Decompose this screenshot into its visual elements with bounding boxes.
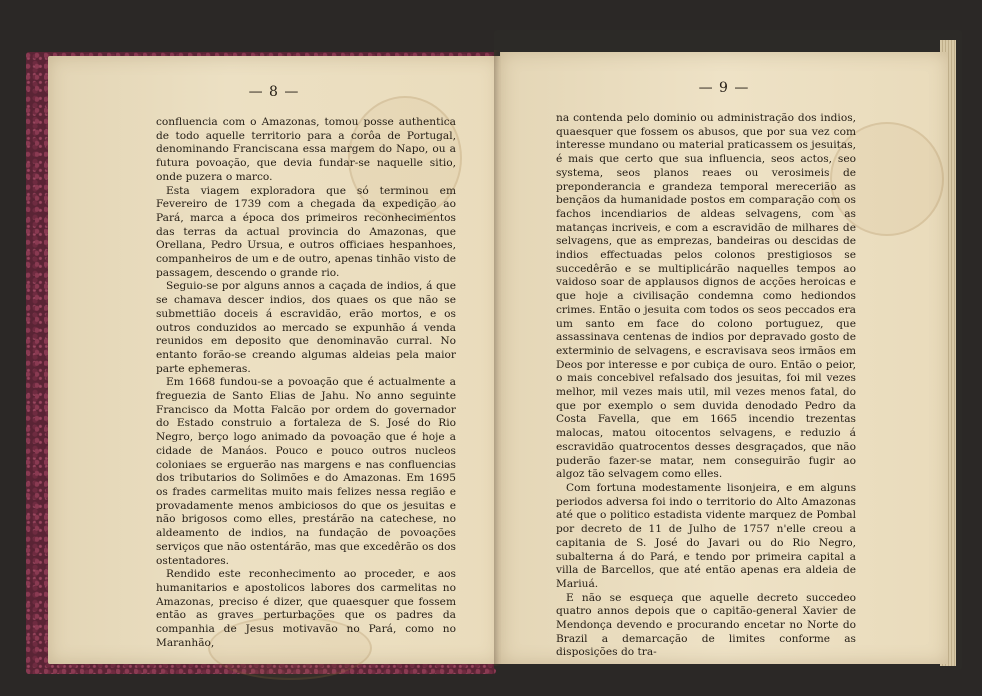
text-column bbox=[556, 112, 856, 660]
page-number: — 8 — bbox=[248, 84, 300, 100]
paragraph: Rendido este reconhecimento ao proceder, e aos humanitarios e apostolicos labores dos carmelitas no Amazonas, preciso é dizer, que quaesquer que fossem então as graves perturbações que os padres da companhia de Jesus motivavão no Pará, como no Maranhão, bbox=[156, 568, 456, 649]
page-number: — 9 — bbox=[698, 80, 750, 96]
paragraph: na contenda pelo dominio ou administração dos indios, quaesquer que fossem os abusos, que por sua vez com interesse mundano ou material praticassem os jesuitas, é mais que certo que sua influencia, seos actos, seo systema, seos planos reaes ou verosimeis de preponderancia e grandeza temporal merecerião as bençãos da humanidade postos em comparação com os fachos incendiarios de aldeas selvagens, com as matanças incriveis, e com a escravidão de milhares de selvagens, que as emprezas, bandeiras ou descidas de indios effectuadas pelos colonos prestigiosos se succedêrão e se multiplicárão naquelles tempos ao vaidoso soar de applausos dignos de acções heroicas e que hoje a civilisação condemna como hediondos crimes. Então o jesuita com todos os seos peccados era um santo em face do colono portuguez, que assassinava centenas de indios por depravado gosto de exterminio de selvagens, e escravisava seos irmãos em Deos por interesse e por cubiça de ouro. Então o peior, o mais concebivel refalsado dos jesuitas, foi mil vezes melhor, mil vezes mais util, mil vezes menos fatal, do que por exemplo o sem duvida denodado Pedro da Costa Favella, que em 1665 incendio trezentas malocas, matou oitocentos selvagens, e reduzio á escravidão quatrocentos desses desgraçados, que não puderão fazer-se matar, nem conseguirão fugir ao algoz tão selvagem como elles. bbox=[556, 112, 856, 481]
paragraph: Esta viagem exploradora que só terminou em Fevereiro de 1739 com a chegada da expedição ao Pará, marca a época dos primeiros reconhecimentos das terras da actual provincia do Amazonas, que Orellana, Pedro Ursua, e outros officiaes hespanhoes, companheiros de um e de outro, apenas tinhão visto de passagem, descendo o grande rio. bbox=[156, 184, 456, 279]
text-column bbox=[156, 116, 456, 650]
left-page bbox=[48, 56, 500, 664]
paragraph: Com fortuna modestamente lisonjeira, e em alguns periodos adversa foi indo o territorio do Alto Amazonas até que o politico estadista vidente marquez de Pombal por decreto de 11 de Julho de 1757 n'elle creou a capitania de S. José do Javari ou do Rio Negro, subalterna á do Pará, e tendo por primeira capital a villa de Barcellos, que até então apenas era aldeia de Mariuá. bbox=[556, 481, 856, 590]
book-gutter bbox=[494, 50, 506, 666]
paragraph: confluencia com o Amazonas, tomou posse authentica de todo aquelle territorio para a corôa de Portugal, denominando Franciscana essa margem do Napo, ou a futura povoação, que devia fundar-se naquelle sitio, onde puzera o marco. bbox=[156, 116, 456, 183]
paragraph: Em 1668 fundou-se a povoação que é actualmente a freguezia de Santo Elias de Jahu. No anno seguinte Francisco da Motta Falcão por ordem do governador do Estado construio a fortaleza de S. José do Rio Negro, berço logo animado da povoação que é hoje a cidade de Manáos. Pouco e pouco outros nucleos coloniaes se erguerão nas margens e nas confluencias dos tributarios do Solimões e do Amazonas. Em 1695 os frades carmelitas muito mais felizes nessa região e provadamente menos ambiciosos do que os jesuitas e não brigosos como elles, prestárão na catechese, no aldeamento de indios, na fundação de povoações serviços que não ostentárão, mas que excedêrão os dos ostentadores. bbox=[156, 376, 456, 567]
paragraph: E não se esqueça que aquelle decreto succedeo quatro annos depois que o capitão-general Xavier de Mendonça devendo e procurando encetar no Norte do Brazil a demarcação de limites conforme as disposições do tra- bbox=[556, 591, 856, 659]
paragraph: Seguio-se por alguns annos a caçada de indios, á que se chamava descer indios, dos quaes os que não se submettião doceis á escravidão, erão mortos, e os outros conduzidos ao mercado se expunhão á venda reunidos em deposito que denominavão curral. No entanto forão-se creando algumas aldeias pela maior parte ephemeras. bbox=[156, 280, 456, 375]
right-page bbox=[500, 52, 948, 664]
